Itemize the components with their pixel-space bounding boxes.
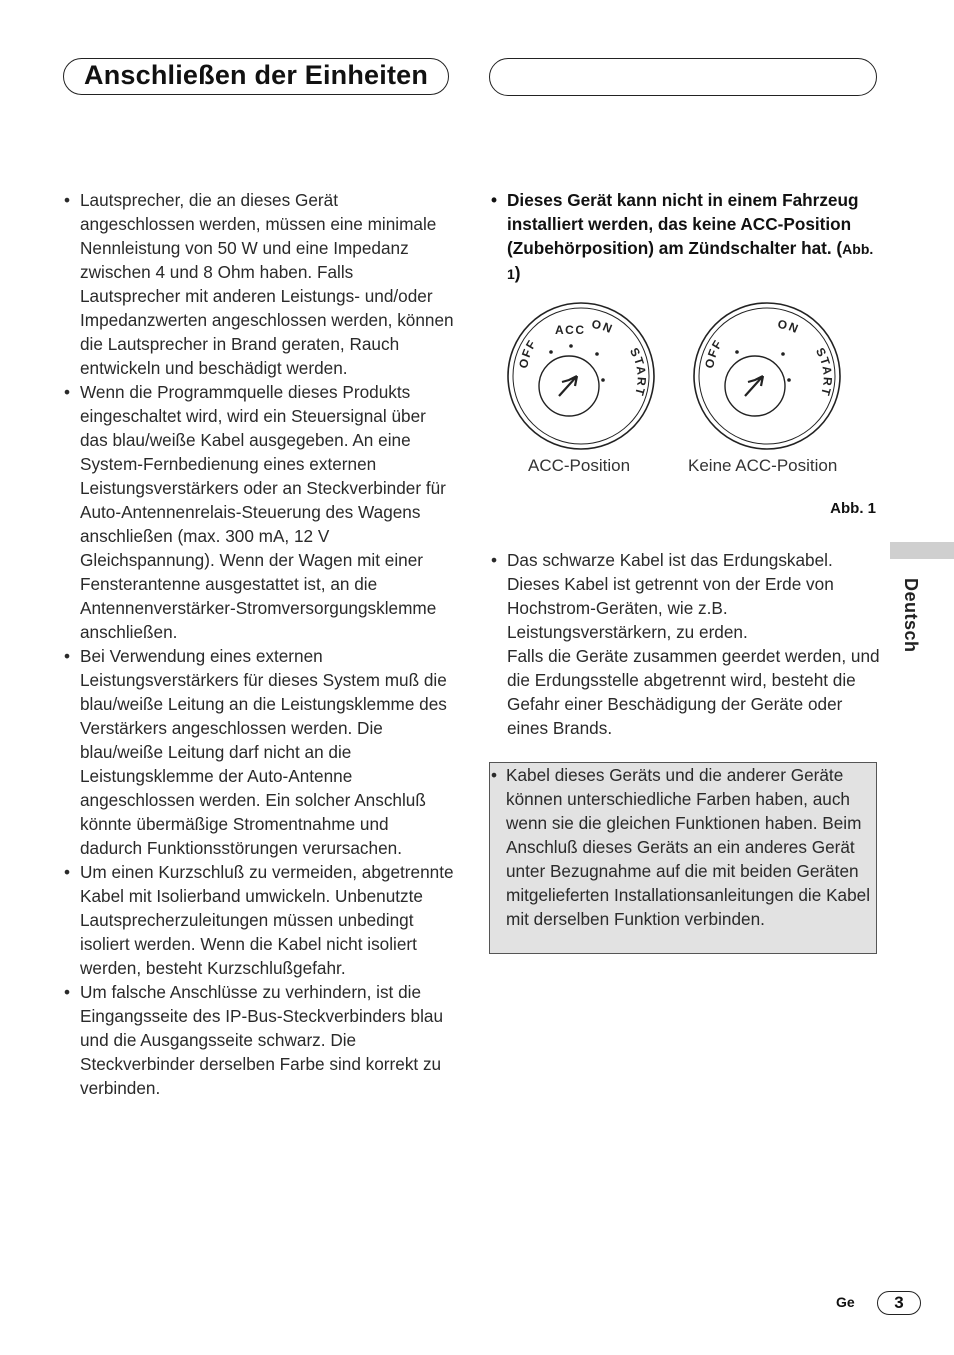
caption-no-acc-position: Keine ACC-Position — [688, 456, 838, 475]
note-box — [489, 762, 877, 954]
list-item: • Lautsprecher, die an dieses Gerät angeschlossen werden, müssen eine minimale Nennleistung von 50 W und eine Impedanz zwischen 4 und 8 Ohm haben. Falls Lautsprecher mit anderen Leistungs- und/oder Impedanzwerten angeschlossen werden, können die Lautsprecher in Brand geraten, Rauch entwickeln und beschädigt werden. — [62, 188, 454, 380]
switch-label-off: OFF — [702, 336, 726, 370]
no-acc-switch-icon — [694, 303, 840, 449]
ignition-figure — [489, 296, 879, 496]
ground-bullet-text: Das schwarze Kabel ist das Erdungskabel. Dieses Kabel ist getrennt von der Erde von Hochstrom-Geräten, wie z.B. Leistungsverstärkern, zu erden. — [507, 550, 834, 642]
acc-warning-item — [489, 188, 881, 286]
switch-label-start: START — [626, 345, 649, 399]
switch-label-off: OFF — [516, 336, 540, 370]
list-item: • Bei Verwendung eines externen Leistungsverstärkers für dieses System muß die blau/weiße Leitung an die Leistungsklemme des Verstärkers angeschlossen werden. Die blau/weiße Leitung darf nicht an die Leistungsklemme der Auto-Antenne angeschlossen werden. Ein solcher Anschluß könnte übermäßige Stromentnahme und dadurch Funktionsstörungen verursachen. — [62, 644, 454, 860]
language-tab-label: Deutsch — [901, 578, 921, 653]
acc-warning-end: ) — [514, 263, 521, 283]
language-tab-marker — [890, 542, 954, 559]
switch-label-on: ON — [776, 316, 802, 337]
ground-bullet-list — [489, 548, 881, 740]
acc-warning-list — [489, 188, 881, 286]
ground-cable-section — [489, 548, 881, 740]
list-item: • Um einen Kurzschluß zu vermeiden, abgetrennte Kabel mit Isolierband umwickeln. Unbenutzte Lautsprecherzuleitungen müssen unbedingt isoliert werden. Wenn die Kabel nicht isoliert werden, besteht Kurzschlußgefahr. — [62, 860, 454, 980]
list-item: • Kabel dieses Geräts und die anderer Geräte können unterschiedliche Farben haben, auch wenn sie die gleichen Funktionen haben. Beim Anschluß dieses Geräts an ein anderes Gerät unter Bezugnahme auf die mit beiden Geräten mitgelieferten Installationsanleitungen die Kabel mit derselben Funktion verbinden. — [490, 763, 876, 931]
right-column-top — [489, 188, 881, 286]
list-item: • Wenn die Programmquelle dieses Produkts eingeschaltet wird, wird ein Steuersignal über das blau/weiße Kabel ausgegeben. An eine System-Fernbedienung eines externen Leistungsverstärkers oder an Steckverbinder für Auto-Antennenrelais-Steuerung des Wagens anschließen (max. 300 mA, 12 V Gleichspannung). Wenn der Wagen mit einer Fensterantenne ausgestattet ist, an die Antennenverstärker-Stromversorgungsklemme anschließen. — [62, 380, 454, 644]
caption-acc-position: ACC-Position — [528, 456, 631, 475]
acc-warning-ref: Abb. 1 — [507, 241, 874, 282]
page-number: 3 — [877, 1291, 921, 1315]
ignition-switch-drawings — [489, 296, 879, 456]
left-bullet-list — [62, 188, 454, 1100]
page-title: Anschließen der Einheiten — [84, 60, 429, 90]
header-title-box — [63, 58, 449, 95]
switch-label-acc: ACC — [555, 323, 586, 337]
figure-label: Abb. 1 — [830, 500, 876, 517]
left-column — [62, 188, 454, 1100]
header-empty-box — [489, 58, 877, 96]
ground-bullet-continuation: Falls die Geräte zusammen geerdet werden, und die Erdungsstelle abgetrennt wird, besteht die Gefahr einer Beschädigung der Geräte oder eines Brands. — [507, 646, 880, 738]
footer-language-code: Ge — [836, 1294, 855, 1310]
acc-switch-icon — [508, 303, 654, 449]
note-bullet-list — [490, 763, 876, 931]
acc-warning-text: Dieses Gerät kann nicht in einem Fahrzeug installiert werden, das keine ACC-Position (Zubehörposition) am Zündschalter hat. ( — [507, 190, 859, 258]
list-item: • Um falsche Anschlüsse zu verhindern, ist die Eingangsseite des IP-Bus-Steckverbinders blau und die Ausgangsseite schwarz. Die Steckverbinder derselben Farbe sind korrekt zu verbinden. — [62, 980, 454, 1100]
switch-label-on: ON — [590, 316, 616, 337]
list-item — [489, 548, 881, 740]
switch-label-start: START — [812, 345, 835, 399]
